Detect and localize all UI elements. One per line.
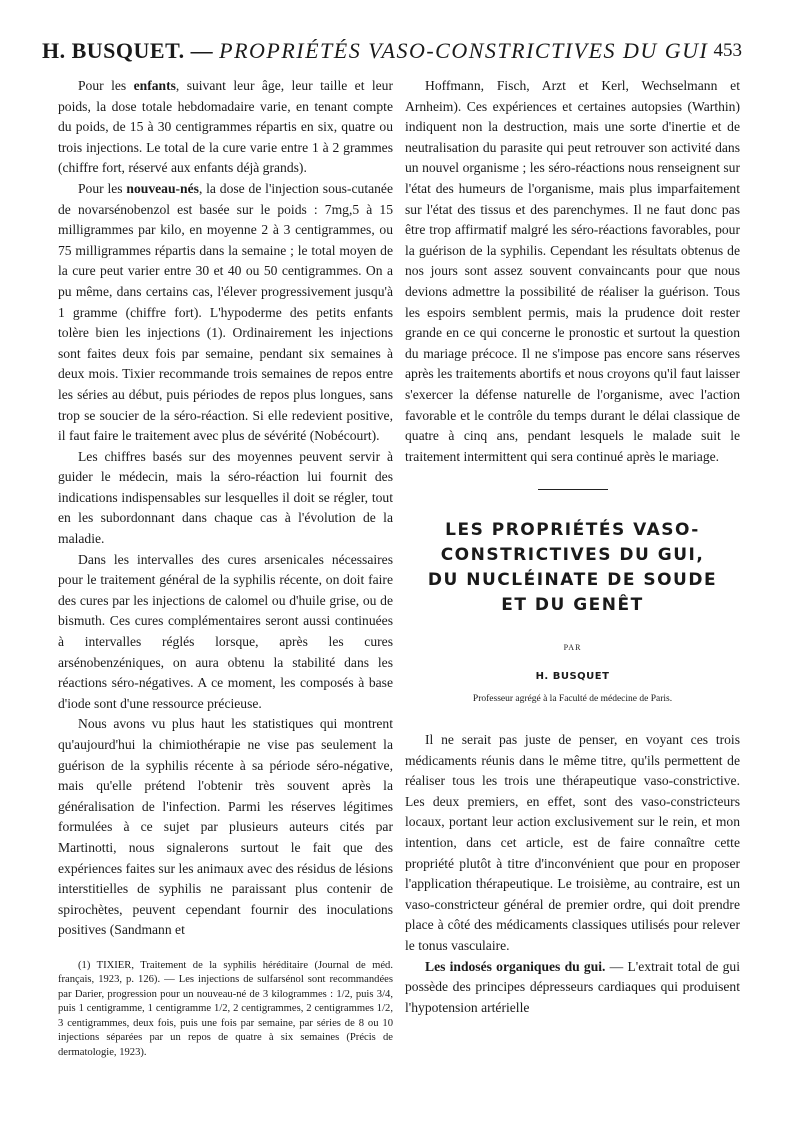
paragraph-indoses: Les indosés organiques du gui. — L'extrait total de gui possède des principes dépresseurs cardiaques qui produisent l'hypotension artérielle: [405, 958, 740, 1015]
term-enfants: enfants: [133, 78, 176, 93]
paragraph-continuation: Hoffmann, Fisch, Arzt et Kerl, Wechselmann et Arnheim). Ces expériences et certaines autopsies (Warthin) indiquent non la destruction, mais une sorte d'inertie et de neutralisation du parasite qui peut retrouver son activité dans un nouvel organisme ; les séro-réactions nous renseignent sur l'état des humeurs de l'organisme, mais plus imparfaitement sur l'état des tissus et des parenchymes. Il ne faut donc pas être trop affirmatif malgré les séro-réactions favorables, pour la guérison de la syphilis. Cependant les résultats obtenus de nos jours sont assez souvent convaincants pour que nous devions admettre la possibilité de réaliser la guérison. Tous les espoirs semblent permis, mais la prudence doit rester grande en ce qui concerne le pronostic et surtout la question du mariage précoce. Il ne s'impose pas encore sans réserves après les traitements abortifs et nous croyons qu'il faut laisser s'exercer la défense naturelle de l'organisme, avec l'action favorable et le contrôle du temps durant le délai classique de quatre à cinq ans, pendant lesquels le malade suit le traitement intermittent qui sera continué après le mariage.: [405, 78, 740, 464]
footnote-text: (1) TIXIER, Traitement de la syphilis héréditaire (Journal de méd. français, 1923, p. 126). — Les injections de sulfarsénol sont recommandées par Darier, progression pour un nouveau-né de 3 kilogrammes : 1/2, puis 3/4, puis 1 centigramme, 1 centigramme 1/2, 2 centigrammes, 2 centigrammes 1/2, 3 centigrammes, deux fois, puis une fois par semaine, par séries de 8 ou 10 injections séparées par un repos de quatre à six semaines (Précis de dermatologie, 1923).: [58, 959, 393, 1058]
left-column: [58, 76, 393, 1060]
paragraph-nouveau-nes: Pour les nouveau-nés, la dose de l'injection sous-cutanée de novarsénobenzol est basée sur le poids : 7mg,5 à 15 milligrammes par kilo, en moyenne 2 à 3 centigrammes, ou 75 milligrammes répartis dans la semaine ; le total moyen de la cure peut varier entre 30 et 40 ou 50 centigrammes. On a pu même, dans certains cas, l'élever progressivement jusqu'à 1 gramme (chiffre fort). L'hypoderme des petits enfants tolère bien les injections (1). Ordinairement les injections sont faites deux fois par semaine, pendant six semaines à deux mois. Tixier recommande trois semaines de repos entre les séries au début, puis périodes de repos plus longues, sans trop se soucier de la séro-réaction. Si elle redevient positive, il faut faire le traitement avec plus de sévérité (Nobécourt).: [58, 180, 393, 444]
page-number: 453: [713, 40, 742, 61]
paragraph-intervalles: Dans les intervalles des cures arsenicales nécessaires pour le traitement général de la syphilis récente, on doit faire des cures par les injections de calomel ou d'huile grise, ou de bismuth. Ces cures complémentaires seront aussi continuées à intervalles réglés lorsque, après les cures arsénobenzéniques, on aura obtenu la stabilité dans les réactions séro-négatives. A ce moment, les composés à base d'iode sont d'une ressource précieuse.: [58, 551, 393, 711]
footnote: [58, 959, 393, 1061]
subheading-indoses: Les indosés organiques du gui.: [425, 958, 606, 974]
section-separator: [538, 489, 608, 490]
paragraph-chiffres: Les chiffres basés sur des moyennes peuvent servir à guider le médecin, mais la séro-réaction lui fournit des indications indispensables sur lesquelles il doit se régler, tout en les subordonnant dans chaque cas à l'évolution de la maladie.: [58, 448, 393, 547]
header-running-title: PROPRIÉTÉS VASO-CONSTRICTIVES DU GUI: [219, 38, 709, 63]
paragraph-statistiques: Nous avons vu plus haut les statistiques qui montrent qu'aujourd'hui la chimiothérapie ne vise pas seulement la guérison de la syphilis récente à sa période séro-négative, mais qu'elle prétend l'obtenir très souvent après la généralisation de l'infection. Parmi les réserves légitimes formulées à ce sujet par plusieurs auteurs cités par Martinotti, nous signalerons surtout le fait que des expériences faites sur les animaux avec des résidus de lésions interstitielles de syphilis ne paraissant plus contenir de spirochètes, peuvent cependant fournir des inoculations positives (Sandmann et: [58, 716, 393, 938]
running-header: [42, 38, 742, 72]
byline-par: PAR: [563, 643, 582, 653]
article-author: H. BUSQUET: [535, 670, 610, 682]
header-author: H. BUSQUET.: [42, 38, 185, 63]
article-title: LES PROPRIÉTÉS VASO- CONSTRICTIVES DU GUI, DU NUCLÉINATE DE SOUDE ET DU GENÊT: [427, 520, 718, 616]
author-affiliation: Professeur agrégé à la Faculté de médecine de Paris.: [472, 694, 673, 705]
right-column: [405, 76, 740, 1018]
paragraph-enfants: Pour les enfants, suivant leur âge, leur taille et leur poids, la dose totale hebdomadaire varie, en tenant compte du poids, de 15 à 30 centigrammes répartis en six, quatre ou trois injections. Le total de la cure varie entre 1 à 2 grammes (chiffre fort, réservé aux enfants déjà grands).: [58, 78, 394, 176]
header-dash: —: [190, 38, 214, 63]
paragraph-intro: Il ne serait pas juste de penser, en voyant ces trois médicaments réunis dans le même titre, qu'ils permettent de réaliser tous les trois une thérapeutique vaso-constrictive. Les deux premiers, en effet, sont des vaso-constricteurs locaux, portant leur action exclusivement sur le rein, et mon intention, dans cet article, est de faire connaître cette propriété plutôt à titre d'inconvénient que pour en proposer l'application thérapeutique. Le troisième, au contraire, est un vaso-constricteur général de premier ordre, qui doit prendre place à côté des médicaments classiques utilisés pour relever le tonus vasculaire.: [405, 732, 740, 953]
running-title: [42, 38, 708, 64]
term-nouveau-nes: nouveau-nés: [126, 180, 199, 196]
